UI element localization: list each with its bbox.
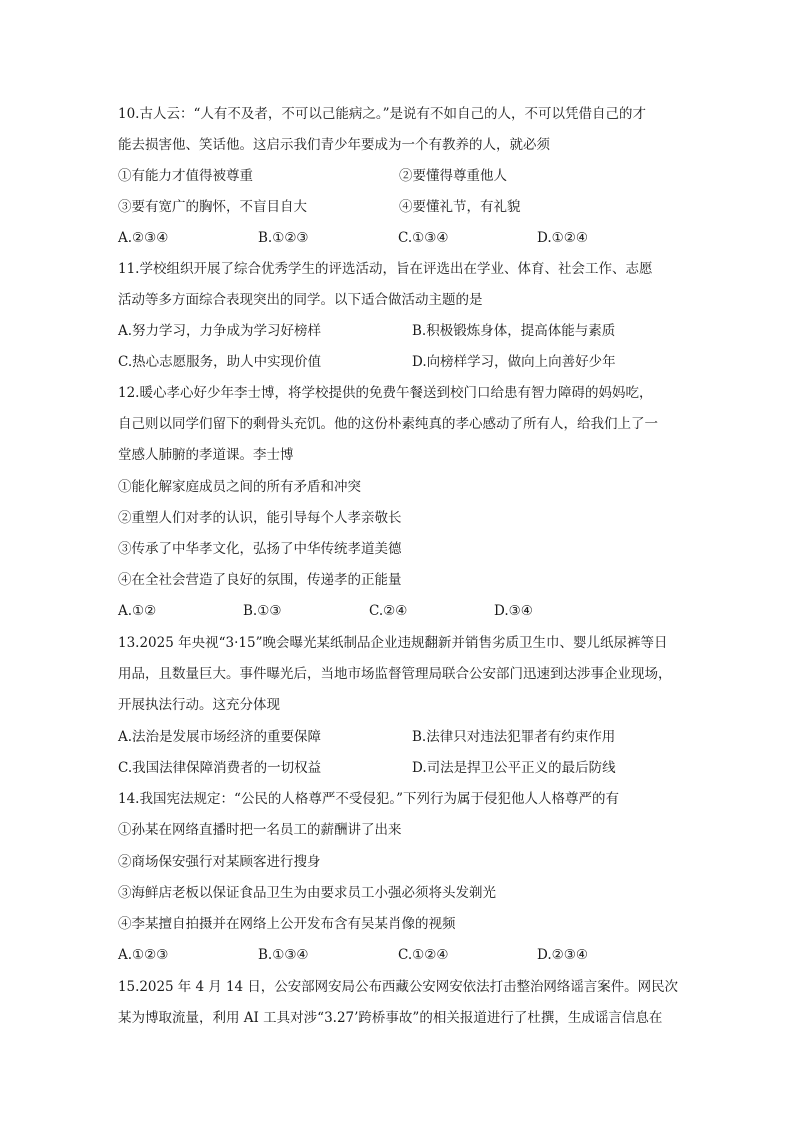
q13-choice-c: C.我国法律保障消费者的一切权益: [118, 760, 322, 776]
q11-choice-a: A.努力学习，力争成为学习好榜样: [118, 323, 322, 339]
q14-stem-line-1: 14.我国宪法规定：“公民的人格尊严不受侵犯。”下列行为属于侵犯他人人格尊严的有: [118, 791, 620, 807]
q12-item-2: ②重塑人们对孝的认识，能引导每个人孝亲敬长: [118, 510, 402, 526]
q14-choice-c: C.①②④: [398, 947, 449, 963]
q10-stem-line-1: 10.古人云：“人有不及者，不可以己能病之。”是说有不如自己的人，不可以凭借自己的才: [118, 106, 647, 122]
q12-item-3: ③传承了中华孝文化，弘扬了中华传统孝道美德: [118, 541, 402, 557]
q10-stem-line-2: 能去损害他、笑话他。这启示我们青少年要成为一个有教养的人，就必须: [118, 137, 550, 153]
q13-choice-a: A.法治是发展市场经济的重要保障: [118, 729, 322, 745]
q11-choice-c: C.热心志愿服务，助人中实现价值: [118, 354, 322, 370]
q14-item-2: ②商场保安强行对某顾客进行搜身: [118, 854, 321, 870]
q13-stem-line-1: 13.2025 年央视“3·15”晚会曝光某纸制品企业违规翻新并销售劣质卫生巾、婴儿纸尿裤等日: [118, 635, 668, 651]
q12-item-1: ①能化解家庭成员之间的所有矛盾和冲突: [118, 479, 361, 495]
q13-choice-d: D.司法是捍卫公平正义的最后防线: [412, 760, 616, 776]
q11-stem-line-1: 11.学校组织开展了综合优秀学生的评选活动，旨在评选出在学业、体育、社会工作、志愿: [118, 261, 653, 277]
q10-choice-b: B.①②③: [258, 230, 309, 246]
q10-item-3: ③要有宽广的胸怀，不盲目自大: [118, 199, 307, 215]
q15-stem-line-1: 15.2025 年 4 月 14 日，公安部网安局公布西藏公安网安依法打击整治网络谣言案件。网民次: [118, 979, 678, 995]
q12-choice-c: C.②④: [369, 603, 408, 619]
q10-choice-a: A.②③④: [118, 230, 169, 246]
q11-choice-d: D.向榜样学习，做向上向善好少年: [412, 354, 616, 370]
q14-item-4: ④李某擅自拍摄并在网络上公开发布含有吴某肖像的视频: [118, 916, 456, 932]
q14-choice-d: D.②③④: [537, 947, 588, 963]
q11-choice-b: B.积极锻炼身体，提高体能与素质: [412, 323, 616, 339]
q11-stem-line-2: 活动等多方面综合表现突出的同学。以下适合做活动主题的是: [118, 292, 483, 308]
q14-choice-b: B.①③④: [258, 947, 309, 963]
q14-item-1: ①孙某在网络直播时把一名员工的薪酬讲了出来: [118, 822, 402, 838]
q13-stem-line-2: 用品，且数量巨大。事件曝光后，当地市场监督管理局联合公安部门迅速到达涉事企业现场，: [118, 666, 672, 682]
q12-stem-line-3: 堂感人肺腑的孝道课。李士博: [118, 447, 294, 463]
q13-stem-line-3: 开展执法行动。这充分体现: [118, 697, 280, 713]
q12-choice-d: D.③④: [494, 603, 533, 619]
q14-choice-a: A.①②③: [118, 947, 169, 963]
q14-item-3: ③海鲜店老板以保证食品卫生为由要求员工小强必须将头发剃光: [118, 885, 496, 901]
q10-choice-d: D.①②④: [537, 230, 588, 246]
q12-stem-line-2: 自己则以同学们留下的剩骨头充饥。他的这份朴素纯真的孝心感动了所有人，给我们上了一: [118, 416, 658, 432]
q12-choice-a: A.①②: [118, 603, 157, 619]
q10-item-4: ④要懂礼节，有礼貌: [399, 199, 521, 215]
q12-item-4: ④在全社会营造了良好的氛围，传递孝的正能量: [118, 572, 402, 588]
q10-item-1: ①有能力才值得被尊重: [118, 168, 253, 184]
q13-choice-b: B.法律只对违法犯罪者有约束作用: [412, 729, 616, 745]
q12-stem-line-1: 12.暖心孝心好少年李士博，将学校提供的免费午餐送到校门口给患有智力障碍的妈妈吃，: [118, 385, 653, 401]
q10-item-2: ②要懂得尊重他人: [399, 168, 507, 184]
q12-choice-b: B.①③: [243, 603, 282, 619]
q15-stem-line-2: 某为博取流量，利用 AI 工具对涉“3.27’跨桥事故”的相关报道进行了杜撰，生成谣言信息在: [118, 1010, 663, 1026]
q10-choice-c: C.①③④: [398, 230, 449, 246]
